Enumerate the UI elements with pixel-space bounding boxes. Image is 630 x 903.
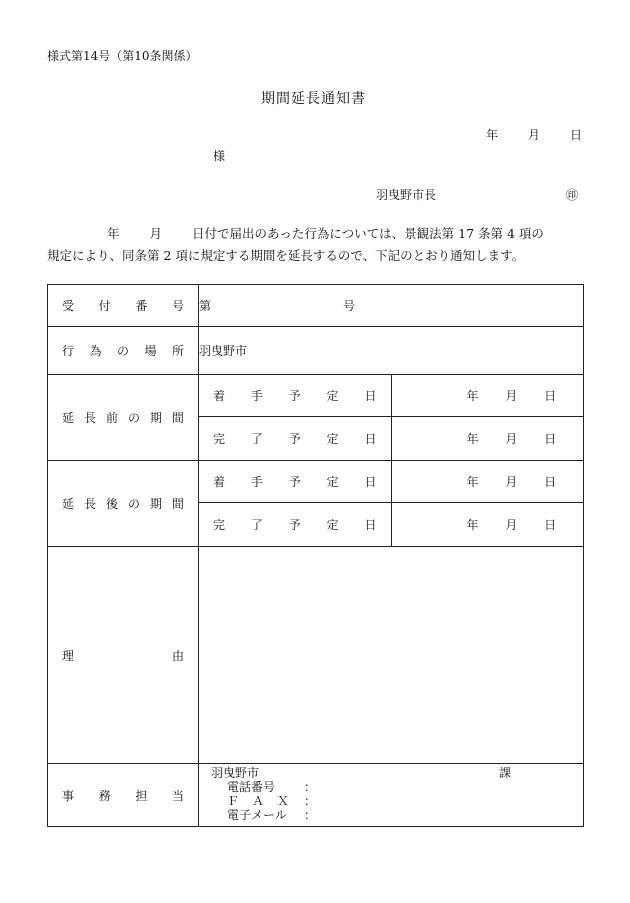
after-end-label: 完 了 予 定 日: [199, 503, 392, 547]
place-row: [48, 327, 584, 375]
date-month-label: 月: [528, 128, 541, 142]
receipt-value[interactable]: [199, 285, 584, 327]
body-year: 年: [107, 226, 120, 241]
phone-label: 電話番号: [227, 780, 276, 794]
fax-label: Ｆ Ａ Ｘ: [227, 794, 289, 808]
office-section: 課: [498, 766, 511, 780]
reason-value[interactable]: [199, 547, 584, 764]
body-text-1: 日付で届出のあった行為については、景観法第 17 条第 4 項の: [192, 226, 544, 241]
before-start-row: [48, 375, 584, 417]
receipt-suffix: 号: [343, 299, 356, 313]
date-day-label: 日: [570, 128, 583, 142]
before-end-label: 完 了 予 定 日: [199, 417, 392, 461]
body-text-2: 規定により、同条第 2 項に規定する期間を延長するので、下記のとおり通知します。: [47, 248, 525, 263]
body-month: 月: [149, 226, 163, 241]
office-contact: 羽曳野市 課 電話番号 ： Ｆ Ａ Ｘ ： 電子メール ：: [199, 764, 584, 827]
form-number: 様式第14号（第10条関係）: [47, 49, 198, 63]
before-start-label: 着 手 予 定 日: [199, 375, 392, 417]
after-start-label: 着 手 予 定 日: [199, 461, 392, 503]
receipt-prefix: 第: [199, 299, 212, 313]
email-label: 電子メール: [227, 808, 287, 822]
before-end-date[interactable]: 年 月 日: [391, 417, 584, 461]
after-start-row: [48, 461, 584, 503]
date-year-label: 年: [486, 128, 499, 142]
reason-row: [48, 547, 584, 764]
office-label: 事 務 担 当: [48, 764, 199, 827]
addressee-suffix: 様: [213, 149, 226, 163]
after-end-date[interactable]: 年 月 日: [391, 503, 584, 547]
reason-label: 理 由: [48, 547, 199, 764]
office-city: 羽曳野市: [211, 766, 260, 780]
issuer-name: 羽曳野市長: [376, 188, 437, 202]
before-start-date[interactable]: 年 月 日: [391, 375, 584, 417]
receipt-label: 受 付 番 号: [48, 285, 199, 327]
body-paragraph: [47, 223, 587, 267]
receipt-row: [48, 285, 584, 327]
document-title: 期間延長通知書: [261, 91, 366, 107]
seal-mark: ㊞: [566, 188, 579, 202]
before-period-label: 延 長 前 の 期 間: [48, 375, 199, 461]
notice-table: [47, 284, 584, 827]
office-row: [48, 764, 584, 827]
after-start-date[interactable]: 年 月 日: [391, 461, 584, 503]
place-value[interactable]: 羽曳野市: [199, 327, 584, 375]
after-period-label: 延 長 後 の 期 間: [48, 461, 199, 547]
place-label: 行 為 の 場 所: [48, 327, 199, 375]
